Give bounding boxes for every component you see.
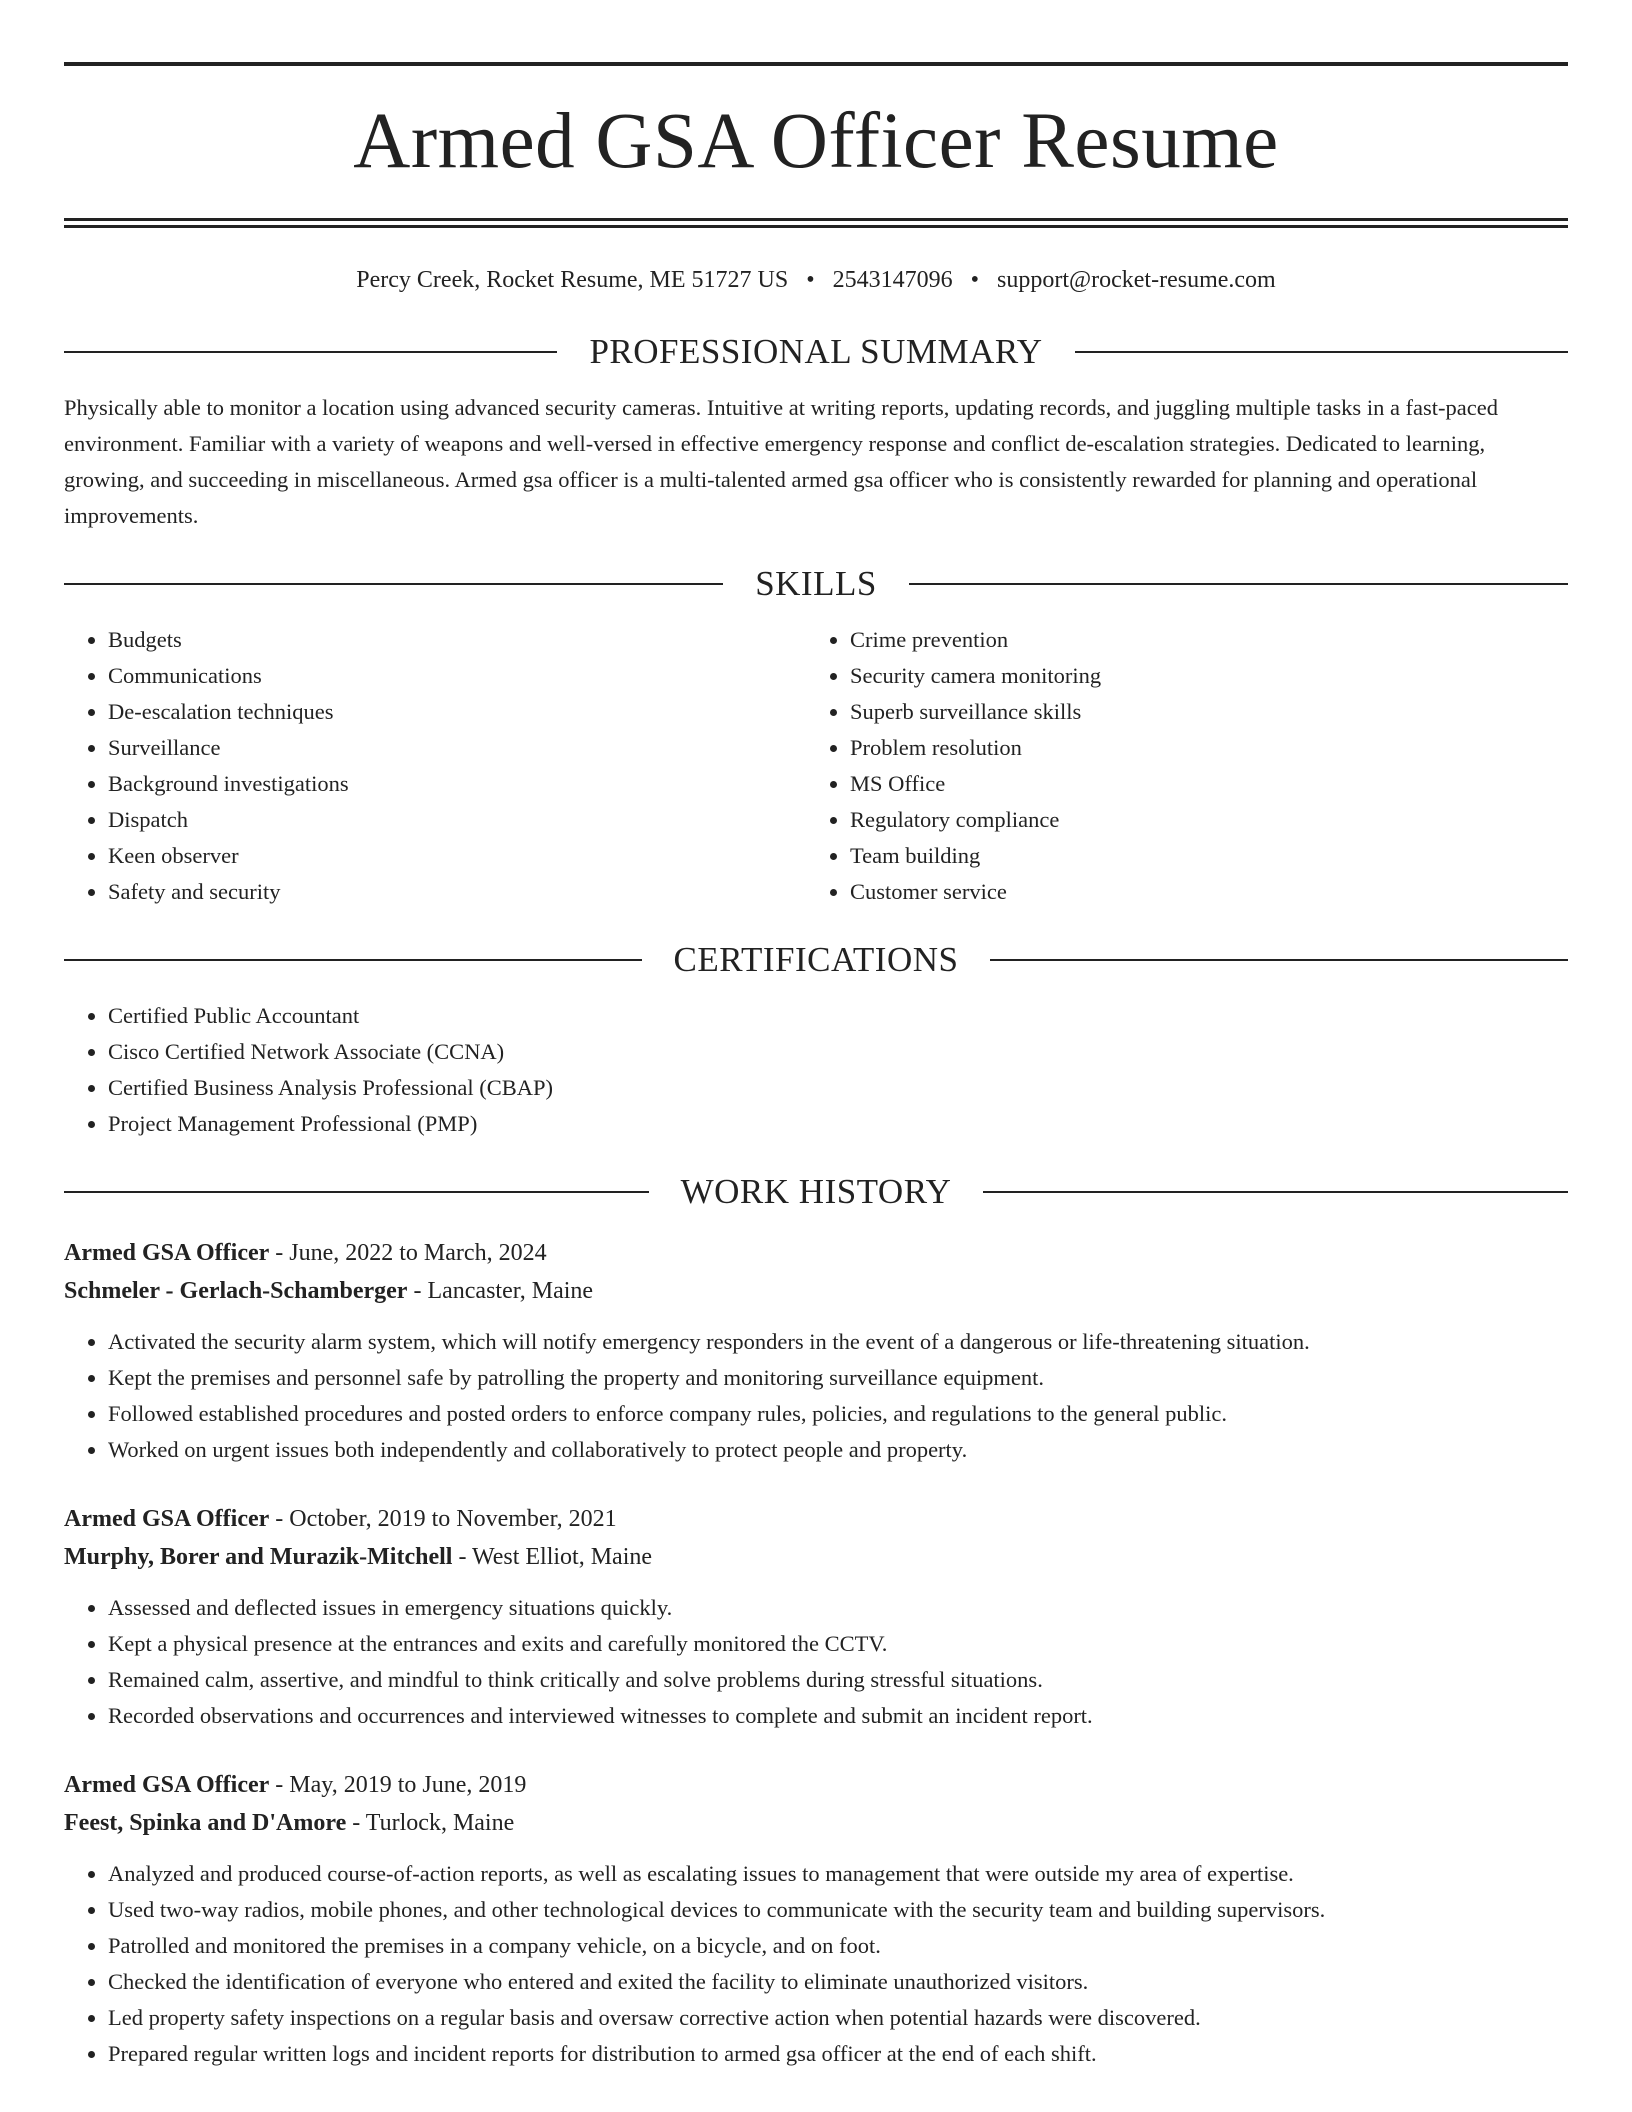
heading-rule-left (64, 959, 642, 961)
heading-rule-left (64, 583, 723, 585)
heading-rule-right (983, 1191, 1568, 1193)
job-company: Feest, Spinka and D'Amore (64, 1810, 347, 1836)
job-location: - Lancaster, Maine (407, 1278, 594, 1304)
skill-item: • Dispatch (108, 802, 806, 838)
skill-item: • Background investigations (108, 766, 806, 802)
skills-list (64, 622, 1568, 910)
section-heading-label: CERTIFICATIONS (673, 940, 959, 979)
skill-item: • MS Office (850, 766, 1548, 802)
job-bullet: • Assessed and deflected issues in emergency situations quickly. (108, 1590, 1568, 1626)
job-location: - Turlock, Maine (346, 1810, 515, 1836)
job-company-line (64, 1804, 1568, 1842)
contact-address: Percy Creek, Rocket Resume, ME 51727 US (356, 267, 789, 293)
job-dates: - October, 2019 to November, 2021 (269, 1506, 617, 1532)
job-bullet: • Checked the identification of everyone who entered and exited the facility to eliminate unauthorized visitors. (108, 1964, 1568, 2000)
summary-heading (64, 332, 1568, 372)
job-entry (64, 1500, 1568, 1734)
page-title: Armed GSA Officer Resume (353, 98, 1279, 185)
skills-column-left (64, 622, 806, 910)
contact-separator: • (970, 267, 980, 293)
job-bullets (64, 1590, 1568, 1734)
job-bullet: • Worked on urgent issues both independently and collaboratively to protect people and property. (108, 1432, 1568, 1468)
job-bullet: • Activated the security alarm system, which will notify emergency responders in the event of a dangerous or life-threatening situation. (108, 1324, 1568, 1360)
job-company: Murphy, Borer and Murazik-Mitchell (64, 1544, 453, 1570)
heading-rule-left (64, 351, 557, 353)
job-bullet: • Used two-way radios, mobile phones, and other technological devices to communicate with the security team and building supervisors. (108, 1892, 1568, 1928)
heading-rule-left (64, 1191, 649, 1193)
title-double-rule (64, 218, 1568, 228)
job-bullet: • Followed established procedures and posted orders to enforce company rules, policies, and regulations to the general public. (108, 1396, 1568, 1432)
heading-rule-right (1075, 351, 1568, 353)
certification-item: • Cisco Certified Network Associate (CCNA) (108, 1034, 1568, 1070)
job-bullet: • Analyzed and produced course-of-action reports, as well as escalating issues to management that were outside my area of expertise. (108, 1856, 1568, 1892)
work-history-heading (64, 1172, 1568, 1212)
job-bullets (64, 1324, 1568, 1468)
skill-item: • Safety and security (108, 874, 806, 910)
job-title: Armed GSA Officer (64, 1772, 270, 1798)
contact-separator: • (806, 267, 815, 293)
job-location: - West Elliot, Maine (452, 1544, 653, 1570)
job-title-line (64, 1766, 1568, 1804)
job-company: Schmeler - Gerlach-Schamberger (64, 1278, 408, 1304)
skill-item: • Regulatory compliance (850, 802, 1548, 838)
skills-heading (64, 564, 1568, 604)
job-bullet: • Kept a physical presence at the entrances and exits and carefully monitored the CCTV. (108, 1626, 1568, 1662)
job-bullet: • Patrolled and monitored the premises in a company vehicle, on a bicycle, and on foot. (108, 1928, 1568, 1964)
certification-item: • Certified Public Accountant (108, 998, 1568, 1034)
certifications-heading (64, 940, 1568, 980)
skill-item: • Crime prevention (850, 622, 1548, 658)
section-heading-label: SKILLS (755, 564, 877, 603)
skill-item: • Problem resolution (850, 730, 1548, 766)
top-rule (64, 62, 1568, 66)
skill-item: • Superb surveillance skills (850, 694, 1548, 730)
certification-item: • Certified Business Analysis Professional (CBAP) (108, 1070, 1568, 1106)
heading-rule-right (990, 959, 1568, 961)
job-bullet: • Recorded observations and occurrences and interviewed witnesses to complete and submit an incident report. (108, 1698, 1568, 1734)
skill-item: • De-escalation techniques (108, 694, 806, 730)
skills-column-right (806, 622, 1548, 910)
job-bullet: • Remained calm, assertive, and mindful to think critically and solve problems during stressful situations. (108, 1662, 1568, 1698)
skill-item: • Communications (108, 658, 806, 694)
job-title: Armed GSA Officer (64, 1240, 270, 1266)
section-heading-label: PROFESSIONAL SUMMARY (589, 332, 1043, 371)
job-title: Armed GSA Officer (64, 1506, 270, 1532)
heading-rule-right (909, 583, 1568, 585)
job-dates: - June, 2022 to March, 2024 (269, 1240, 547, 1266)
skill-item: • Budgets (108, 622, 806, 658)
certification-item: • Project Management Professional (PMP) (108, 1106, 1568, 1142)
job-title-line (64, 1234, 1568, 1272)
skill-item: • Surveillance (108, 730, 806, 766)
job-company-line (64, 1538, 1568, 1576)
job-entry (64, 1234, 1568, 1468)
job-dates: - May, 2019 to June, 2019 (269, 1772, 527, 1798)
certifications-list (64, 998, 1568, 1142)
job-bullet: • Kept the premises and personnel safe by patrolling the property and monitoring surveillance equipment. (108, 1360, 1568, 1396)
summary-text: Physically able to monitor a location using advanced security cameras. Intuitive at writing reports, updating records, and juggling multiple tasks in a fast-paced environment. Familiar with a variety of weapons and well-versed in effective emergency response and conflict de-escalation strategies. Dedicated to learning, growing, and succeeding in miscellaneous. Armed gsa officer is a multi-talented armed gsa officer who is consistently rewarded for planning and operational improvements. (64, 395, 1498, 528)
contact-line (64, 264, 1568, 296)
contact-email: support@rocket-resume.com (997, 267, 1276, 293)
skill-item: • Customer service (850, 874, 1548, 910)
job-company-line (64, 1272, 1568, 1310)
job-title-line (64, 1500, 1568, 1538)
job-bullets (64, 1856, 1568, 2072)
section-heading-label: WORK HISTORY (680, 1172, 952, 1211)
job-entry (64, 1766, 1568, 2072)
skill-item: • Keen observer (108, 838, 806, 874)
skill-item: • Team building (850, 838, 1548, 874)
contact-phone: 2543147096 (832, 267, 953, 293)
skill-item: • Security camera monitoring (850, 658, 1548, 694)
job-bullet: • Led property safety inspections on a regular basis and oversaw corrective action when potential hazards were discovered. (108, 2000, 1568, 2036)
job-bullet: • Prepared regular written logs and incident reports for distribution to armed gsa officer at the end of each shift. (108, 2036, 1568, 2072)
